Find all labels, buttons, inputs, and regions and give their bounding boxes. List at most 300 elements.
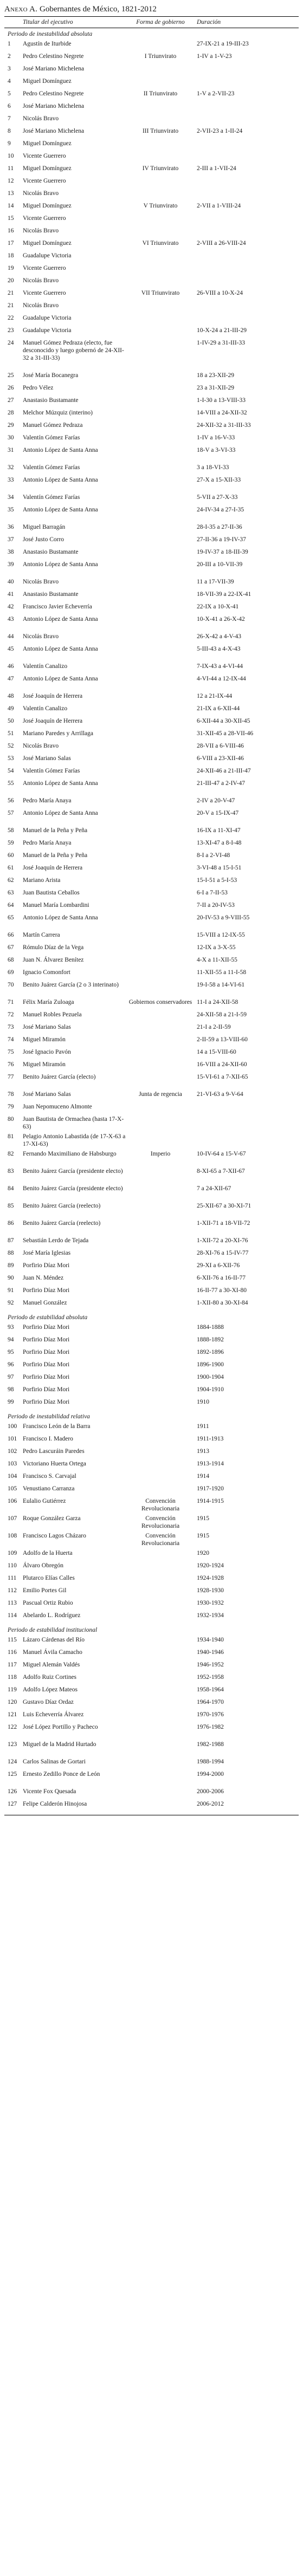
ruler-name: Valentín Canalizo: [23, 663, 68, 670]
term-duration: 1896-1900: [197, 1361, 224, 1368]
ruler-name: José Joaquín de Herrera: [23, 693, 83, 699]
term-duration: 26-VIII a 10-X-24: [197, 290, 243, 296]
row-number: 41: [8, 591, 14, 598]
government-form: [128, 1287, 192, 1299]
table-row: [4, 827, 299, 839]
government-form: Imperio: [150, 1151, 171, 1157]
ruler-name: Pedro Celestino Negrete: [23, 90, 84, 97]
term-duration: 10-X-24 a 21-III-29: [197, 327, 247, 334]
government-form: [128, 152, 192, 165]
government-form: [128, 536, 192, 548]
ruler-name: Benito Juárez García (reelecto): [23, 1203, 101, 1209]
ruler-name: Miguel Barragán: [23, 524, 66, 530]
row-number: 101: [8, 1436, 17, 1442]
government-form: [128, 1562, 192, 1574]
row-number: 112: [8, 1587, 17, 1594]
table-header: [4, 18, 299, 28]
ruler-name: Anastasio Bustamante: [23, 549, 79, 555]
table-row: [4, 730, 299, 742]
ruler-name: Álvaro Obregón: [23, 1562, 64, 1569]
row-number: 110: [8, 1562, 17, 1569]
government-form: [128, 1800, 192, 1813]
row-number: 75: [8, 1049, 14, 1055]
ruler-name: Nicolás Bravo: [23, 115, 59, 122]
row-number: 1: [8, 41, 11, 47]
row-number: 34: [8, 494, 14, 501]
row-number: 123: [8, 1741, 17, 1748]
term-duration: 25-XII-67 a 30-XI-71: [197, 1203, 252, 1209]
table-row: [4, 1698, 299, 1711]
row-number: 124: [8, 1759, 17, 1765]
table-row: [4, 1336, 299, 1348]
row-number: 68: [8, 957, 14, 963]
government-form: [128, 864, 192, 877]
row-number: 49: [8, 705, 14, 712]
term-duration: 10-X-41 a 26-X-42: [197, 616, 245, 622]
term-duration: 1934-1940: [197, 1637, 224, 1643]
ruler-name: Felipe Calderón Hinojosa: [23, 1801, 87, 1807]
government-form: [128, 1133, 192, 1150]
ruler-name: Adolfo de la Huerta: [23, 1550, 73, 1556]
ruler-name: Victoriano Huerta Ortega: [23, 1461, 86, 1467]
row-number: 26: [8, 385, 14, 391]
row-number: 37: [8, 536, 14, 543]
ruler-name: Francisco I. Madero: [23, 1436, 73, 1442]
term-duration: 23 a 31-XII-29: [197, 385, 234, 391]
table-row: [4, 1073, 299, 1091]
term-duration: 24-XII-58 a 21-I-59: [197, 1011, 247, 1018]
term-duration: 1-IV a 1-V-23: [197, 53, 232, 60]
ruler-name: Miguel Domínguez: [23, 140, 72, 147]
row-number: 17: [8, 240, 14, 246]
row-number: 27: [8, 397, 14, 404]
table-row: [4, 1115, 299, 1133]
ruler-name: José Joaquín de Herrera: [23, 865, 83, 871]
government-form: Junta de regencia: [139, 1091, 182, 1098]
ruler-name: Plutarco Elías Calles: [23, 1575, 75, 1581]
row-number: 107: [8, 1515, 17, 1522]
term-duration: 1917-1920: [197, 1485, 224, 1492]
row-number: 120: [8, 1699, 17, 1705]
header-ruler: Titular del ejecutivo: [23, 19, 73, 25]
government-form: [128, 591, 192, 603]
row-number: 85: [8, 1203, 14, 1209]
row-number: 8: [8, 128, 11, 134]
government-form: [128, 914, 192, 931]
table-row: [4, 561, 299, 578]
term-duration: 1940-1946: [197, 1649, 224, 1656]
government-form: [128, 615, 192, 633]
term-duration: 8-I a 2-VI-48: [197, 852, 230, 859]
government-form: [128, 1723, 192, 1741]
table-row: [4, 1532, 299, 1549]
row-number: 24: [8, 340, 14, 346]
government-form: [128, 409, 192, 421]
government-form: [128, 1219, 192, 1237]
ruler-name: Nicolás Bravo: [23, 302, 59, 309]
table-row: [4, 931, 299, 944]
ruler-name: José Mariano Salas: [23, 1091, 71, 1098]
ruler-name: Vicente Guerrero: [23, 178, 66, 184]
table-row: [4, 53, 299, 65]
government-form: [128, 981, 192, 998]
government-form: [128, 1299, 192, 1312]
government-form: [128, 1758, 192, 1770]
government-form: [128, 742, 192, 755]
table-row: [4, 1150, 299, 1167]
ruler-name: Antonio López de Santa Anna: [23, 646, 98, 652]
row-number: 98: [8, 1386, 14, 1393]
table-row: [4, 1249, 299, 1262]
row-number: 83: [8, 1168, 14, 1175]
rulers-table: [4, 18, 299, 1815]
row-number: 81: [8, 1133, 14, 1140]
table-row: [4, 1299, 299, 1312]
annex-title: Gobernantes de México, 1821-2012: [40, 5, 157, 14]
row-number: 15: [8, 215, 14, 222]
ruler-name: Porfirio Díaz Mori: [23, 1336, 70, 1343]
ruler-name: José Ignacio Pavón: [23, 1049, 71, 1055]
row-number: 103: [8, 1461, 17, 1467]
row-number: 35: [8, 507, 14, 513]
table-row: [4, 1562, 299, 1574]
ruler-name: Juan N. Méndez: [23, 1275, 64, 1281]
table-row: [4, 705, 299, 717]
term-duration: 1914: [197, 1473, 209, 1480]
row-number: 118: [8, 1674, 17, 1680]
term-duration: 1884-1888: [197, 1324, 224, 1331]
ruler-name: Manuel Ávila Camacho: [23, 1649, 82, 1656]
government-form: [128, 827, 192, 839]
row-number: 105: [8, 1485, 17, 1492]
table-row: [4, 877, 299, 889]
ruler-name: Benito Juárez García (reelecto): [23, 1220, 101, 1227]
term-duration: [192, 252, 299, 264]
government-form: [128, 506, 192, 523]
term-duration: 1913-1914: [197, 1461, 224, 1467]
table-row: [4, 476, 299, 494]
row-number: 79: [8, 1104, 14, 1110]
table-row: [4, 901, 299, 914]
row-number: 32: [8, 464, 14, 471]
government-form: [128, 102, 192, 115]
row-number: 111: [8, 1575, 17, 1581]
row-number: 100: [8, 1423, 17, 1430]
ruler-name: Manuel Robles Pezuela: [23, 1011, 82, 1018]
table-row: [4, 1515, 299, 1532]
ruler-name: Miguel Domínguez: [23, 203, 72, 209]
table-row: [4, 289, 299, 302]
term-duration: 15-VIII a 12-IX-55: [197, 932, 245, 938]
term-duration: 1888-1892: [197, 1336, 224, 1343]
table-row: [4, 1723, 299, 1741]
government-form: Gobiernos conservadores: [128, 999, 192, 1005]
row-number: 62: [8, 877, 14, 884]
row-number: 19: [8, 265, 14, 271]
ruler-name: Adolfo López Mateos: [23, 1686, 78, 1693]
ruler-name: Miguel Alemán Valdés: [23, 1662, 80, 1668]
government-form: [128, 1636, 192, 1649]
ruler-name: Manuel González: [23, 1300, 67, 1306]
government-form: [128, 755, 192, 767]
row-number: 95: [8, 1349, 14, 1355]
ruler-name: Emilio Portes Gil: [23, 1587, 67, 1594]
table-row: [4, 1386, 299, 1398]
document-title: [4, 4, 299, 17]
row-number: 47: [8, 676, 14, 682]
table-bottom-rule: [4, 1813, 299, 1815]
ruler-name: Miguel Domínguez: [23, 240, 72, 246]
government-form: [128, 1612, 192, 1624]
government-form: [128, 901, 192, 914]
table-row: [4, 90, 299, 102]
government-form: [128, 264, 192, 277]
table-row: [4, 152, 299, 165]
ruler-name: Manuel Gómez Pedraza (electo, fue desconocido y luego gobernó de 24-XII-32 a 31-III-33): [23, 340, 124, 361]
row-number: 87: [8, 1237, 14, 1244]
row-number: 65: [8, 914, 14, 921]
ruler-name: Gustavo Díaz Ordaz: [23, 1699, 74, 1705]
row-number: 25: [8, 372, 14, 379]
row-number: 71: [8, 999, 14, 1005]
table-row: [4, 1133, 299, 1150]
term-duration: 24-IV-34 a 27-I-35: [197, 507, 244, 513]
government-form: II Triunvirato: [143, 90, 178, 97]
table-row: [4, 1636, 299, 1649]
ruler-name: Miguel Domínguez: [23, 165, 72, 172]
term-duration: 10-IV-64 a 15-V-67: [197, 1151, 246, 1157]
ruler-name: Pelagio Antonio Labastida (de 17-X-63 a 17-XI-63): [23, 1133, 126, 1147]
row-number: 109: [8, 1550, 17, 1556]
table-row: [4, 633, 299, 645]
table-row: [4, 578, 299, 591]
government-form: [128, 633, 192, 645]
term-duration: 2-II-59 a 13-VIII-60: [197, 1036, 248, 1043]
term-duration: [192, 115, 299, 127]
row-number: 2: [8, 53, 11, 60]
table-row: [4, 252, 299, 264]
term-duration: [192, 1115, 299, 1133]
term-duration: [192, 1103, 299, 1115]
row-number: 77: [8, 1074, 14, 1080]
table-row: [4, 523, 299, 536]
government-form: Convención Revolucionaria: [141, 1498, 180, 1512]
term-duration: 6-XII-44 a 30-XII-45: [197, 718, 250, 724]
term-duration: 1946-1952: [197, 1662, 224, 1668]
government-form: [128, 1661, 192, 1673]
row-number: 57: [8, 810, 14, 816]
row-number: 67: [8, 944, 14, 951]
term-duration: 16-II-77 a 30-XI-80: [197, 1287, 247, 1294]
ruler-name: Miguel Miramón: [23, 1061, 66, 1068]
government-form: [128, 561, 192, 578]
table-row: [4, 1673, 299, 1686]
government-form: [128, 1741, 192, 1758]
term-duration: [192, 227, 299, 239]
term-duration: 28-VII a 6-VIII-46: [197, 743, 244, 749]
ruler-name: Benito Juárez García (2 o 3 interinato): [23, 982, 119, 988]
term-duration: [192, 215, 299, 227]
term-duration: 2-VII-23 a 1-II-24: [197, 128, 243, 134]
row-number: 93: [8, 1324, 14, 1331]
table-row: [4, 981, 299, 998]
table-row: [4, 1023, 299, 1036]
table-body: [4, 28, 299, 1815]
government-form: [128, 852, 192, 864]
ruler-name: Francisco León de la Barra: [23, 1423, 91, 1430]
table-row: [4, 1036, 299, 1048]
ruler-name: Lázaro Cárdenas del Río: [23, 1637, 85, 1643]
government-form: [128, 931, 192, 944]
ruler-name: Miguel de la Madrid Hurtado: [23, 1741, 96, 1748]
government-form: [128, 1036, 192, 1048]
government-form: [128, 1423, 192, 1435]
government-form: [128, 692, 192, 705]
ruler-name: Manuel de la Peña y Peña: [23, 827, 88, 834]
ruler-name: José Mariano Salas: [23, 755, 71, 762]
government-form: [128, 767, 192, 780]
government-form: [128, 1249, 192, 1262]
table-row: [4, 780, 299, 797]
ruler-name: Juan N. Álvarez Benítez: [23, 957, 84, 963]
government-form: [128, 1485, 192, 1497]
ruler-name: José Mariano Michelena: [23, 103, 85, 109]
row-number: 97: [8, 1374, 14, 1380]
table-row: [4, 239, 299, 252]
table-row: [4, 215, 299, 227]
term-duration: 12-IX a 3-X-55: [197, 944, 236, 951]
government-form: [128, 115, 192, 127]
government-form: [128, 969, 192, 981]
government-form: [128, 839, 192, 852]
government-form: [128, 578, 192, 591]
row-number: 102: [8, 1448, 17, 1455]
row-number: 40: [8, 579, 14, 585]
row-number: 119: [8, 1686, 17, 1693]
row-number: 91: [8, 1287, 14, 1294]
row-number: 52: [8, 743, 14, 749]
ruler-name: Manuel María Lombardini: [23, 902, 89, 909]
term-duration: [192, 102, 299, 115]
row-number: 82: [8, 1151, 14, 1157]
table-row: [4, 1800, 299, 1813]
table-row: [4, 969, 299, 981]
row-number: 96: [8, 1361, 14, 1368]
row-number: 29: [8, 422, 14, 429]
table-row: [4, 663, 299, 675]
row-number: 16: [8, 228, 14, 234]
ruler-name: Agustín de Iturbide: [23, 41, 72, 47]
table-row: [4, 1435, 299, 1448]
term-duration: 1932-1934: [197, 1612, 224, 1619]
government-form: [128, 1711, 192, 1723]
term-duration: 1913: [197, 1448, 209, 1455]
term-duration: 1-XII-80 a 30-XI-84: [197, 1300, 248, 1306]
ruler-name: Miguel Miramón: [23, 1036, 66, 1043]
term-duration: 2-VIII a 26-VIII-24: [197, 240, 246, 246]
section-title: Periodo de estabilidad institucional: [8, 1627, 98, 1633]
term-duration: 5-VII a 27-X-33: [197, 494, 238, 501]
term-duration: 15-VI-61 a 7-XII-65: [197, 1074, 248, 1080]
term-duration: 3 a 18-VI-33: [197, 464, 229, 471]
row-number: 106: [8, 1498, 17, 1504]
ruler-name: Ignacio Comonfort: [23, 969, 70, 976]
row-number: 88: [8, 1250, 14, 1256]
row-number: 115: [8, 1637, 17, 1643]
government-form: [128, 1323, 192, 1336]
ruler-name: Juan Bautista Ceballos: [23, 890, 80, 896]
term-duration: [192, 1133, 299, 1150]
table-row: [4, 1686, 299, 1698]
ruler-name: Valentín Gómez Farías: [23, 768, 80, 774]
term-duration: 1892-1896: [197, 1349, 224, 1355]
ruler-name: Vicente Fox Quesada: [23, 1788, 76, 1795]
row-number: 20: [8, 277, 14, 284]
row-number: 22: [8, 315, 14, 321]
term-duration: 2006-2012: [197, 1801, 224, 1807]
table-row: [4, 1287, 299, 1299]
row-number: 90: [8, 1275, 14, 1281]
row-number: 51: [8, 730, 14, 737]
ruler-name: Abelardo L. Rodríguez: [23, 1612, 81, 1619]
ruler-name: Porfirio Díaz Mori: [23, 1386, 70, 1393]
table-row: [4, 1274, 299, 1287]
table-row: [4, 692, 299, 705]
ruler-name: José Joaquín de Herrera: [23, 718, 83, 724]
table-row: [4, 1091, 299, 1103]
row-number: 33: [8, 477, 14, 483]
ruler-name: Antonio López de Santa Anna: [23, 780, 98, 787]
table-row: [4, 1423, 299, 1435]
government-form: [128, 889, 192, 901]
table-row: [4, 314, 299, 327]
row-number: 14: [8, 203, 14, 209]
term-duration: 28-XI-76 a 15-IV-77: [197, 1250, 249, 1256]
table-row: [4, 1103, 299, 1115]
table-row: [4, 1398, 299, 1411]
ruler-name: Porfirio Díaz Mori: [23, 1262, 70, 1269]
ruler-name: Félix María Zuloaga: [23, 999, 74, 1005]
government-form: [128, 177, 192, 190]
ruler-name: José María Bocanegra: [23, 372, 79, 379]
row-number: 64: [8, 902, 14, 909]
term-duration: 1958-1964: [197, 1686, 224, 1693]
term-duration: 1928-1930: [197, 1587, 224, 1594]
section-title: Periodo de inestabilidad relativa: [8, 1413, 90, 1420]
term-duration: 21-I a 2-II-59: [197, 1024, 231, 1030]
row-number: 94: [8, 1336, 14, 1343]
term-duration: 1994-2000: [197, 1771, 224, 1777]
row-number: 45: [8, 646, 14, 652]
row-number: 38: [8, 549, 14, 555]
government-form: [128, 1348, 192, 1361]
row-number: 21: [8, 290, 14, 296]
table-row: [4, 956, 299, 969]
table-row: [4, 177, 299, 190]
ruler-name: Benito Juárez García (electo): [23, 1074, 96, 1080]
term-duration: 21-VI-63 a 9-V-64: [197, 1091, 243, 1098]
table-row: [4, 1448, 299, 1460]
ruler-name: José Justo Corro: [23, 536, 65, 543]
term-duration: [192, 77, 299, 90]
table-row: [4, 77, 299, 90]
table-row: [4, 536, 299, 548]
term-duration: 1910: [197, 1399, 209, 1405]
term-duration: 1952-1958: [197, 1674, 224, 1680]
term-duration: [192, 65, 299, 77]
government-form: [128, 40, 192, 53]
ruler-name: Antonio López de Santa Anna: [23, 676, 98, 682]
